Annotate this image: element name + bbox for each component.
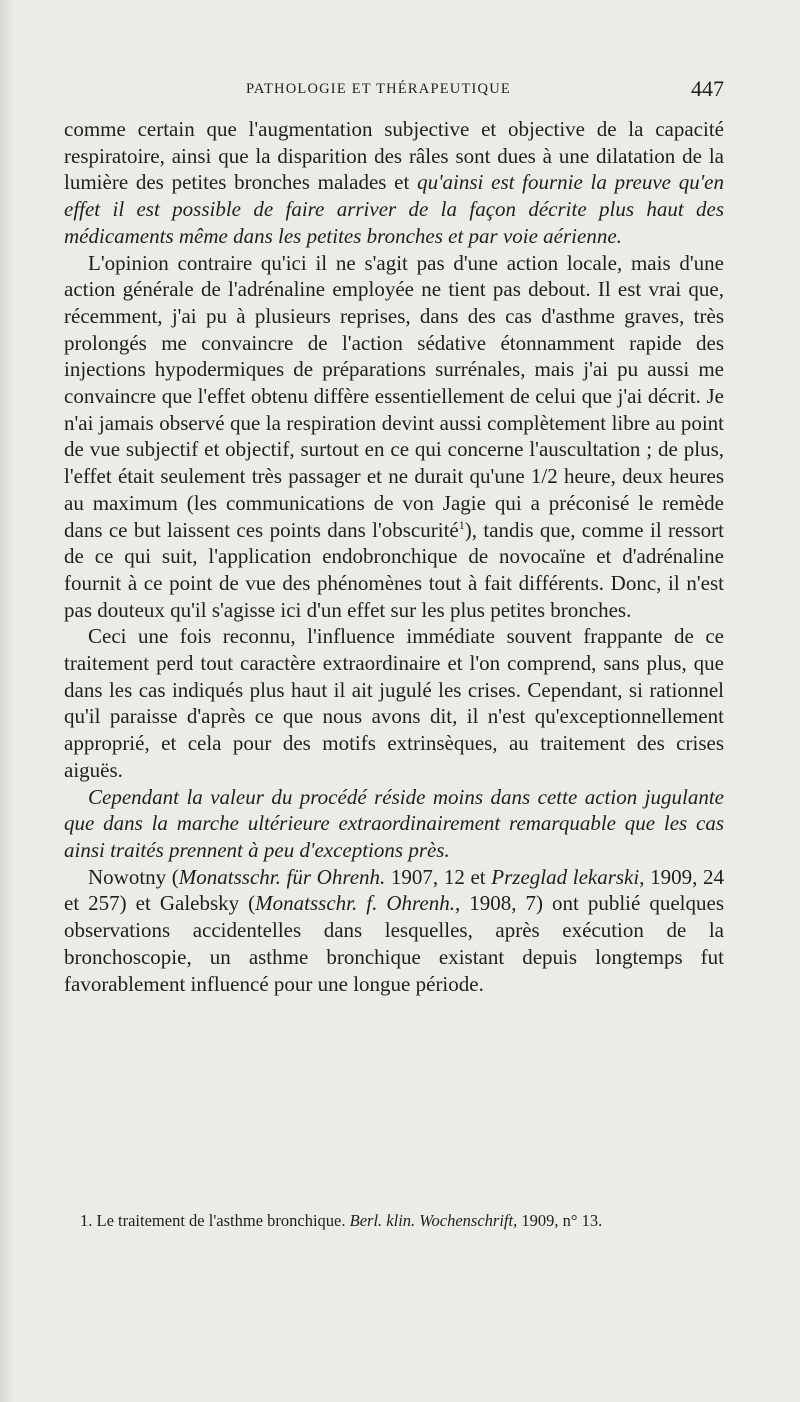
text-run: , 1908, 7) ont publié quelques observations accidentelles dans lesquelles, après exécution de la bronchoscopie, un asthme bronchique existant depuis longtemps fut favorablement influencé pour une longue période. <box>64 891 724 996</box>
italic-text: qu'ainsi est fournie la preuve qu'en effet il est possible de faire arriver de la façon décrite plus haut des médicaments même dans les petites bronches et par voie aérienne. <box>64 170 725 248</box>
text-run: ), tandis que, comme il ressort de ce qui suit, l'application endobronchique de novocaïne et d'adrénaline fournit à ce point de vue des phénomènes tout à fait différents. Donc, il n'est pas douteux qu'il s'agisse ici d'un effet sur les plus petites bronches. <box>64 517 725 622</box>
page-header <box>64 78 724 106</box>
footnote <box>64 1210 724 1231</box>
text-run: comme certain que l'augmentation subjective et objective de la capacité respiratoire, ainsi que la disparition des râles sont dues à une dilatation de la lumière des petites bronches malades et <box>64 117 724 195</box>
text-run: 1907, 12 et <box>385 864 492 889</box>
text-run: Ceci une fois reconnu, l'influence immédiate souvent frappante de ce traitement perd tout caractère extraordinaire et l'on comprend, sans plus, que dans les cas indiqués plus haut il ait jugulé les crises. Cependant, si rationnel qu'il paraisse d'après ce que nous avons dit, il n'est qu'exceptionnellement approprié, et cela pour des motifs extrinsèques, au traitement des crises aiguës. <box>64 624 724 782</box>
italic-text: Przeglad lekarski <box>491 864 640 889</box>
italic-text: Monatsschr. f. Ohrenh. <box>255 891 455 916</box>
paragraph-4 <box>64 784 724 864</box>
page-number: 447 <box>691 76 724 101</box>
paragraph-1 <box>64 116 724 250</box>
paragraph-3 <box>64 623 724 783</box>
text-run: , 1909, n° 13. <box>513 1211 603 1230</box>
paragraph-2 <box>64 250 724 624</box>
text-run: L'opinion contraire qu'ici il ne s'agit pas d'une action locale, mais d'une action générale de l'adrénaline employée ne tient pas debout. Il est vrai que, récemment, j'ai pu à plusieurs reprises, dans des cas d'asthme graves, très prolongés me convaincre de l'action sédative étonnamment rapide des injections hypodermiques de préparations surrénales, mais j'ai pu aussi me convaincre que l'effet obtenu diffère essentiellement de celui que j'ai décrit. Je n'ai jamais observé que la respiration devint aussi complètement libre au point de vue subjectif et objectif, surtout en ce qui concerne l'auscultation ; de plus, l'effet était seulement très passager et ne durait qu'une 1/2 heure, deux heures au maximum (les communications de von Jagie qui a préconisé le remède dans ce but laissent ces points dans l'obscurité <box>64 250 724 542</box>
body-text <box>64 116 724 997</box>
page-edge-shadow <box>0 0 14 1402</box>
running-head: PATHOLOGIE ET THÉRAPEUTIQUE <box>246 81 511 97</box>
text-run: 1. Le traitement de l'asthme bronchique. <box>80 1211 350 1230</box>
paragraph-5 <box>64 864 724 998</box>
italic-text: Berl. klin. Wochenschrift <box>349 1211 514 1230</box>
italic-text: Cependant la valeur du procédé réside moins dans cette action jugulante que dans la marche ultérieure extraordinairement remarquable que les cas ainsi traités prennent à peu d'exceptions près. <box>64 784 724 862</box>
text-run: , 1909, 24 et 257) et Galebsky ( <box>64 864 724 916</box>
footnote-text <box>64 1210 724 1231</box>
footnote-marker: 1 <box>458 517 465 532</box>
italic-text: Monatsschr. für Ohrenh. <box>178 864 386 889</box>
text-run: Nowotny ( <box>88 864 179 889</box>
